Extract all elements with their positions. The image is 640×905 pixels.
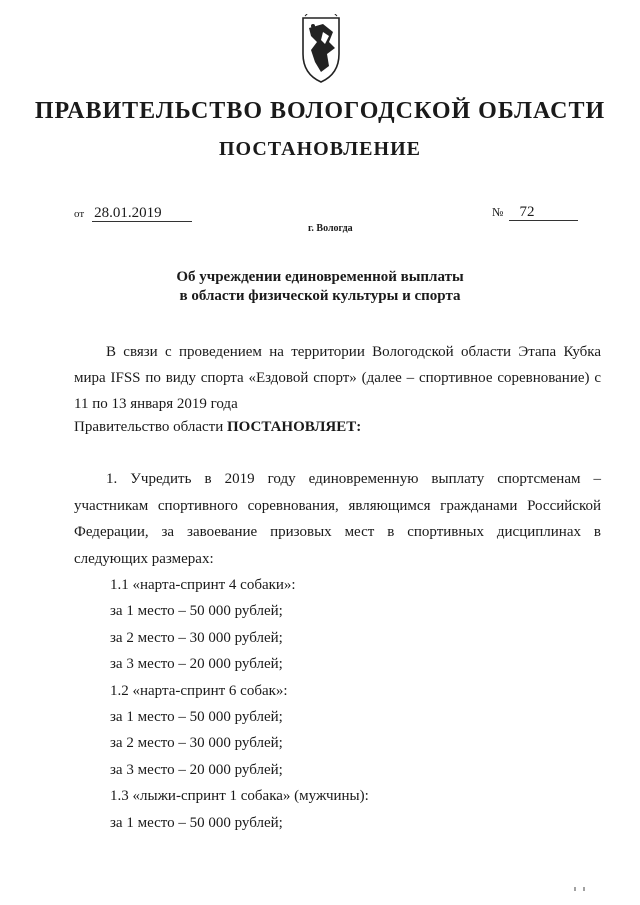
date-line bbox=[74, 205, 192, 222]
list-item: за 2 место – 30 000 рублей; bbox=[110, 735, 283, 752]
resolve-word: ПОСТАНОВЛЯЕТ: bbox=[226, 419, 362, 435]
document-type: ПОСТАНОВЛЕНИЕ bbox=[219, 138, 421, 160]
number-line bbox=[492, 204, 578, 221]
number-prefix: № bbox=[492, 205, 504, 219]
list-item: за 1 место – 50 000 рублей; bbox=[110, 814, 283, 831]
document-date: 28.01.2019 bbox=[92, 205, 192, 222]
title-line-1: Об учреждении единовременной выплаты bbox=[176, 269, 464, 285]
scan-mark bbox=[574, 886, 586, 892]
resolve-prefix: Правительство области bbox=[74, 419, 227, 435]
list-item: 1.2 «нарта-спринт 6 собак»: bbox=[110, 682, 288, 699]
organization-name: ПРАВИТЕЛЬСТВО ВОЛОГОДСКОЙ ОБЛАСТИ bbox=[34, 98, 606, 124]
resolve-line bbox=[74, 416, 601, 438]
list-item: 1.3 «лыжи-спринт 1 собака» (мужчины): bbox=[110, 788, 369, 805]
date-prefix: от bbox=[74, 208, 85, 220]
list-item: за 1 место – 50 000 рублей; bbox=[110, 709, 283, 726]
item-1-paragraph: 1. Учредить в 2019 году единовременную выплату спортсменам – участникам спортивного соревнования, являющимся гражданами Российской Федерации, за завоевание призовых мест в спортивных дисциплинах в следующих размерах: bbox=[74, 471, 601, 567]
title-line-2: в области физической культуры и спорта bbox=[179, 288, 461, 304]
coat-of-arms-emblem bbox=[299, 14, 343, 84]
intro-paragraph: В связи с проведением на территории Вологодской области Этапа Кубка мира IFSS по виду спорта «Ездовой спорт» (далее – спортивное соревнование) с 11 по 13 января 2019 года bbox=[74, 344, 601, 412]
list-item: за 1 место – 50 000 рублей; bbox=[110, 603, 283, 620]
prize-list bbox=[74, 572, 601, 836]
document-title bbox=[0, 268, 640, 306]
list-item: за 3 место – 20 000 рублей; bbox=[110, 656, 283, 673]
list-item: 1.1 «нарта-спринт 4 собаки»: bbox=[110, 577, 296, 593]
document-number: 72 bbox=[509, 204, 578, 221]
list-item: за 2 место – 30 000 рублей; bbox=[110, 629, 283, 646]
city-label: г. Вологда bbox=[308, 223, 353, 234]
list-item: за 3 место – 20 000 рублей; bbox=[110, 761, 283, 778]
